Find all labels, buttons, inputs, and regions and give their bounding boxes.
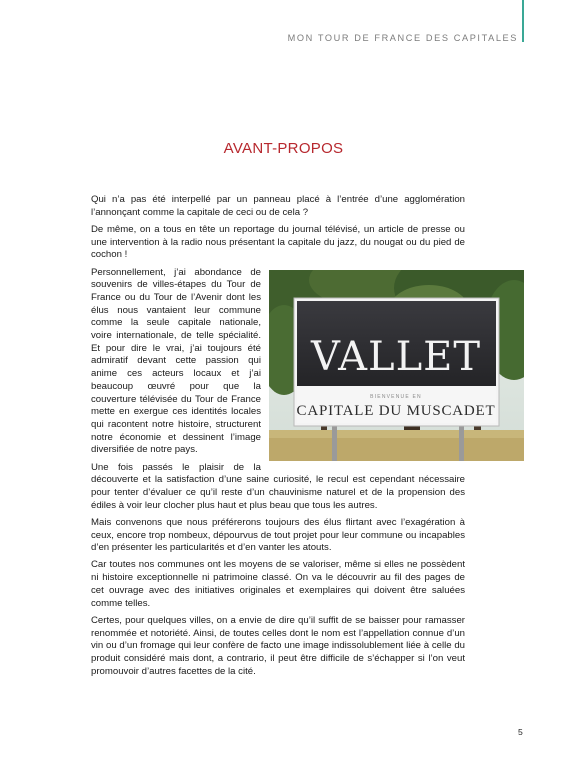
paragraph: Personnellement, j’ai abondance de souvenirs de villes-étapes du Tour de France ou du Tour de l’Avenir dont les élus nous vantaient leur commune comme la seule capitale nationale, voire internationale, de telle spécialité. Et pour dire le vrai, j’ai toujours été admiratif devant cette passion qui anime ces acteurs locaux et j’ai beaucoup œuvré pour que la couverture télévisée du Tour de France mette en exergue ces identités locales qui racontent notre histoire, structurent notre économie et dessinent l’image diversifiée de notre pays. <box>91 266 261 456</box>
sign-welcome-text: BIENVENUE EN <box>370 393 422 400</box>
page-title: AVANT-PROPOS <box>223 140 344 157</box>
paragraph: Certes, pour quelques villes, on a envie de dire qu’il suffit de se baisser pour ramasser renommée et notoriété. Ainsi, de toutes celles dont le nom est l’appellation connue d’un vin ou d’un fromage qui leur confère de facto une image indissolublement liée à celle du produit considéré mais dont, a contrario, il peut être difficile de s’échapper si l’on veut promouvoir d’autres facettes de la cité. <box>91 614 465 677</box>
paragraph: Qui n’a pas été interpellé par un panneau placé à l’entrée d’une agglomération l’annonçant comme la capitale de ceci ou de cela ? <box>91 194 465 218</box>
body-text <box>91 194 496 683</box>
sign-name-text: VALLET <box>310 333 482 380</box>
paragraph: Mais convenons que nous préférerons toujours des élus flirtant avec l’exagération à ceux, encore trop nombeux, dépourvus de tout projet pour leur commune ou incapables d’en présenter les particularités et d’en vanter les atouts. <box>91 516 465 554</box>
sign-tagline-text: CAPITALE DU MUSCADET <box>296 402 496 419</box>
paragraph: De même, on a tous en tête un reportage du journal télévisé, un article de presse ou une intervention à la radio nous présentant la capitale du jazz, du nougat ou du pied de cochon ! <box>91 223 465 261</box>
header-accent-rule <box>522 0 524 42</box>
vallet-sign-photo <box>269 270 524 461</box>
sign-illustration <box>269 270 524 461</box>
running-header: MON TOUR DE FRANCE DES CAPITALES <box>287 33 518 43</box>
paragraph: Car toutes nos communes ont les moyens de se valoriser, même si elles ne possèdent ni histoire exceptionnelle ni patrimoine classé. On va le découvrir au fil des pages de cet ouvrage avec des initiatives originales et exemplaires qui doivent être saluées comme telles. <box>91 559 465 609</box>
paragraph: Une fois passés le plaisir de la découverte et la satisfaction d’une saine curiosité, le recul est cependant nécessaire pour tenter d’évaluer ce qu’il reste d’un chauvinisme naturel et de la propension des édiles à voir leur clocher plus haut et plus beau que tous les autres. <box>91 461 465 511</box>
page-number: 5 <box>518 727 523 737</box>
